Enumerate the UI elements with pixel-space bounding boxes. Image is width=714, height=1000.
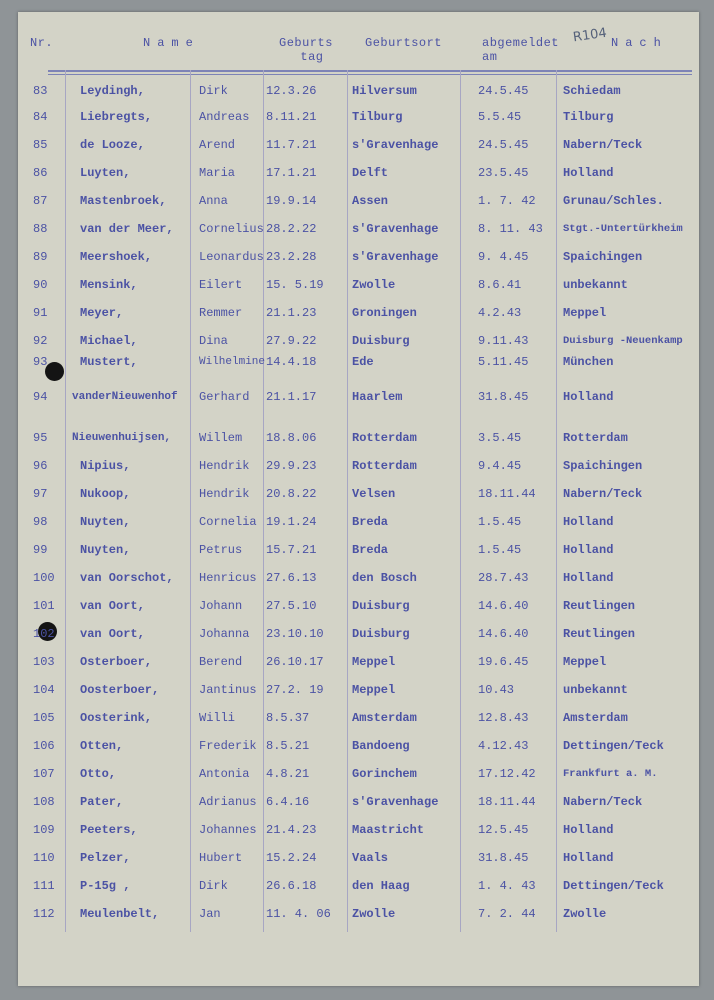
destination: Dettingen/Teck bbox=[563, 739, 664, 753]
birth-place: Rotterdam bbox=[352, 431, 417, 445]
deregistered-date: 8.6.41 bbox=[478, 278, 522, 292]
deregistered-date: 1. 4. 43 bbox=[478, 879, 536, 893]
surname: Peeters, bbox=[80, 823, 138, 837]
deregistered-date: 1. 7. 42 bbox=[478, 194, 536, 208]
row-number: 110 bbox=[33, 851, 55, 865]
row-number: 108 bbox=[33, 795, 55, 809]
row-number: 102 bbox=[33, 627, 55, 641]
surname: van der Meer, bbox=[80, 222, 174, 236]
birth-date: 6.4.16 bbox=[266, 795, 310, 809]
birth-date: 12.3.26 bbox=[266, 84, 317, 98]
destination: Reutlingen bbox=[563, 599, 636, 613]
table-row bbox=[0, 104, 714, 132]
birth-place: den Bosch bbox=[352, 571, 417, 585]
destination: Grunau/Schles. bbox=[563, 194, 664, 208]
header-nr: Nr. bbox=[30, 36, 54, 50]
birth-place: s'Gravenhage bbox=[352, 138, 439, 152]
birth-place: Haarlem bbox=[352, 390, 403, 404]
row-number: 83 bbox=[33, 84, 48, 98]
deregistered-date: 4.12.43 bbox=[478, 739, 529, 753]
surname: van Oorschot, bbox=[80, 571, 174, 585]
header-name: Name bbox=[143, 36, 200, 50]
header-geburtsort: Geburtsort bbox=[365, 36, 443, 50]
table-row bbox=[0, 705, 714, 733]
surname: Pelzer, bbox=[80, 851, 131, 865]
surname: Osterboer, bbox=[80, 655, 153, 669]
row-number: 85 bbox=[33, 138, 48, 152]
row-number: 109 bbox=[33, 823, 55, 837]
row-number: 94 bbox=[33, 390, 48, 404]
birth-place: Duisburg bbox=[352, 627, 410, 641]
firstname: Johannes bbox=[199, 823, 257, 837]
surname: Nuyten, bbox=[80, 515, 131, 529]
table-row bbox=[0, 349, 714, 377]
deregistered-date: 3.5.45 bbox=[478, 431, 522, 445]
destination: unbekannt bbox=[563, 278, 628, 292]
surname: Nipius, bbox=[80, 459, 131, 473]
firstname: Hubert bbox=[199, 851, 243, 865]
destination: Frankfurt a. M. bbox=[563, 768, 658, 780]
surname: Mensink, bbox=[80, 278, 138, 292]
table-row bbox=[0, 453, 714, 481]
destination: Holland bbox=[563, 543, 614, 557]
table-row bbox=[0, 537, 714, 565]
surname: Meyer, bbox=[80, 306, 124, 320]
birth-date: 14.4.18 bbox=[266, 355, 317, 369]
row-number: 96 bbox=[33, 459, 48, 473]
birth-place: Tilburg bbox=[352, 110, 403, 124]
destination: Holland bbox=[563, 390, 614, 404]
destination: Zwolle bbox=[563, 907, 607, 921]
table-row bbox=[0, 593, 714, 621]
destination: Amsterdam bbox=[563, 711, 628, 725]
deregistered-date: 12.5.45 bbox=[478, 823, 529, 837]
surname: Michael, bbox=[80, 334, 138, 348]
firstname: Dirk bbox=[199, 879, 228, 893]
table-row bbox=[0, 160, 714, 188]
table-row bbox=[0, 845, 714, 873]
surname: Mastenbroek, bbox=[80, 194, 167, 208]
firstname: Andreas bbox=[199, 110, 250, 124]
row-number: 101 bbox=[33, 599, 55, 613]
firstname: Eilert bbox=[199, 278, 243, 292]
birth-place: Meppel bbox=[352, 655, 396, 669]
firstname: Petrus bbox=[199, 543, 243, 557]
firstname: Berend bbox=[199, 655, 243, 669]
birth-place: Assen bbox=[352, 194, 389, 208]
firstname: Adrianus bbox=[199, 795, 257, 809]
firstname: Anna bbox=[199, 194, 228, 208]
surname: de Looze, bbox=[80, 138, 145, 152]
birth-date: 27.5.10 bbox=[266, 599, 317, 613]
surname: Mustert, bbox=[80, 355, 138, 369]
birth-date: 8.5.37 bbox=[266, 711, 310, 725]
firstname: Leonardus bbox=[199, 250, 264, 264]
row-number: 95 bbox=[33, 431, 48, 445]
birth-place: s'Gravenhage bbox=[352, 250, 439, 264]
table-row bbox=[0, 733, 714, 761]
table-row bbox=[0, 677, 714, 705]
firstname: Hendrik bbox=[199, 459, 250, 473]
deregistered-date: 28.7.43 bbox=[478, 571, 529, 585]
deregistered-date: 18.11.44 bbox=[478, 487, 536, 501]
table-row bbox=[0, 873, 714, 901]
deregistered-date: 5.11.45 bbox=[478, 355, 529, 369]
surname: van Oort, bbox=[80, 599, 145, 613]
row-number: 90 bbox=[33, 278, 48, 292]
row-number: 107 bbox=[33, 767, 55, 781]
surname: van Oort, bbox=[80, 627, 145, 641]
table-row bbox=[0, 649, 714, 677]
birth-place: Breda bbox=[352, 515, 389, 529]
row-number: 98 bbox=[33, 515, 48, 529]
destination: München bbox=[563, 355, 614, 369]
destination: Spaichingen bbox=[563, 250, 643, 264]
birth-place: Zwolle bbox=[352, 278, 396, 292]
destination: Holland bbox=[563, 823, 614, 837]
table-row bbox=[0, 481, 714, 509]
row-number: 88 bbox=[33, 222, 48, 236]
surname: Pater, bbox=[80, 795, 124, 809]
table-row bbox=[0, 425, 714, 453]
birth-place: Maastricht bbox=[352, 823, 425, 837]
surname: Meulenbelt, bbox=[80, 907, 160, 921]
firstname: Gerhard bbox=[199, 390, 250, 404]
deregistered-date: 9.4.45 bbox=[478, 459, 522, 473]
birth-place: Ede bbox=[352, 355, 374, 369]
table-row bbox=[0, 789, 714, 817]
surname: Nieuwenhuijsen, bbox=[72, 432, 172, 444]
row-number: 106 bbox=[33, 739, 55, 753]
birth-date: 11. 4. 06 bbox=[266, 907, 331, 921]
deregistered-date: 24.5.45 bbox=[478, 138, 529, 152]
table-row bbox=[0, 817, 714, 845]
birth-place: Meppel bbox=[352, 683, 396, 697]
firstname: Maria bbox=[199, 166, 236, 180]
deregistered-date: 9.11.43 bbox=[478, 334, 529, 348]
firstname: Johann bbox=[199, 599, 243, 613]
table-row bbox=[0, 216, 714, 244]
destination: Stgt.-Untertürkheim bbox=[563, 223, 683, 235]
firstname: Johanna bbox=[199, 627, 250, 641]
birth-date: 8.5.21 bbox=[266, 739, 310, 753]
deregistered-date: 4.2.43 bbox=[478, 306, 522, 320]
birth-place: Rotterdam bbox=[352, 459, 417, 473]
birth-date: 26.10.17 bbox=[266, 655, 324, 669]
deregistered-date: 7. 2. 44 bbox=[478, 907, 536, 921]
birth-place: s'Gravenhage bbox=[352, 222, 439, 236]
row-number: 87 bbox=[33, 194, 48, 208]
row-number: 111 bbox=[33, 879, 55, 893]
header-abgemeldet: abgemeldet am bbox=[482, 36, 560, 64]
table-row bbox=[0, 272, 714, 300]
birth-place: Velsen bbox=[352, 487, 396, 501]
birth-date: 21.4.23 bbox=[266, 823, 317, 837]
birth-date: 26.6.18 bbox=[266, 879, 317, 893]
surname: Meershoek, bbox=[80, 250, 153, 264]
firstname: Antonia bbox=[199, 767, 250, 781]
surname: Liebregts, bbox=[80, 110, 153, 124]
destination: Reutlingen bbox=[563, 627, 636, 641]
birth-date: 20.8.22 bbox=[266, 487, 317, 501]
deregistered-date: 18.11.44 bbox=[478, 795, 536, 809]
header-rule bbox=[48, 70, 692, 72]
destination: Schiedam bbox=[563, 84, 621, 98]
birth-place: Amsterdam bbox=[352, 711, 417, 725]
destination: Dettingen/Teck bbox=[563, 879, 664, 893]
row-number: 91 bbox=[33, 306, 48, 320]
birth-place: Bandoeng bbox=[352, 739, 410, 753]
destination: unbekannt bbox=[563, 683, 628, 697]
row-number: 100 bbox=[33, 571, 55, 585]
surname: Otto, bbox=[80, 767, 117, 781]
deregistered-date: 14.6.40 bbox=[478, 599, 529, 613]
row-number: 103 bbox=[33, 655, 55, 669]
deregistered-date: 1.5.45 bbox=[478, 543, 522, 557]
birth-place: Gorinchem bbox=[352, 767, 417, 781]
birth-date: 19.1.24 bbox=[266, 515, 317, 529]
birth-place: Groningen bbox=[352, 306, 417, 320]
deregistered-date: 12.8.43 bbox=[478, 711, 529, 725]
birth-place: Breda bbox=[352, 543, 389, 557]
deregistered-date: 17.12.42 bbox=[478, 767, 536, 781]
firstname: Dirk bbox=[199, 84, 228, 98]
surname: Oosterink, bbox=[80, 711, 153, 725]
surname: Nuyten, bbox=[80, 543, 131, 557]
firstname: Willi bbox=[199, 711, 236, 725]
birth-date: 27.6.13 bbox=[266, 571, 317, 585]
row-number: 99 bbox=[33, 543, 48, 557]
surname: P-15g , bbox=[80, 879, 131, 893]
surname: vanderNieuwenhof bbox=[72, 391, 178, 403]
deregistered-date: 24.5.45 bbox=[478, 84, 529, 98]
firstname: Frederik bbox=[199, 739, 257, 753]
destination: Nabern/Teck bbox=[563, 487, 643, 501]
destination: Tilburg bbox=[563, 110, 614, 124]
birth-place: s'Gravenhage bbox=[352, 795, 439, 809]
table-row bbox=[0, 761, 714, 789]
birth-date: 27.9.22 bbox=[266, 334, 317, 348]
row-number: 86 bbox=[33, 166, 48, 180]
birth-place: Hilversum bbox=[352, 84, 417, 98]
row-number: 104 bbox=[33, 683, 55, 697]
firstname: Arend bbox=[199, 138, 236, 152]
birth-place: Duisburg bbox=[352, 334, 410, 348]
firstname: Cornelius bbox=[199, 222, 264, 236]
row-number: 112 bbox=[33, 907, 55, 921]
birth-date: 23.2.28 bbox=[266, 250, 317, 264]
firstname: Dina bbox=[199, 334, 228, 348]
birth-date: 15.2.24 bbox=[266, 851, 317, 865]
deregistered-date: 14.6.40 bbox=[478, 627, 529, 641]
row-number: 93 bbox=[33, 355, 48, 369]
birth-date: 15. 5.19 bbox=[266, 278, 324, 292]
table-row bbox=[0, 384, 714, 412]
birth-place: den Haag bbox=[352, 879, 410, 893]
birth-date: 19.9.14 bbox=[266, 194, 317, 208]
destination: Holland bbox=[563, 515, 614, 529]
table-row bbox=[0, 509, 714, 537]
firstname: Hendrik bbox=[199, 487, 250, 501]
deregistered-date: 31.8.45 bbox=[478, 851, 529, 865]
firstname: Henricus bbox=[199, 571, 257, 585]
destination: Spaichingen bbox=[563, 459, 643, 473]
row-number: 97 bbox=[33, 487, 48, 501]
surname: Luyten, bbox=[80, 166, 131, 180]
surname: Nukoop, bbox=[80, 487, 131, 501]
deregistered-date: 10.43 bbox=[478, 683, 515, 697]
deregistered-date: 1.5.45 bbox=[478, 515, 522, 529]
deregistered-date: 9. 4.45 bbox=[478, 250, 529, 264]
row-number: 89 bbox=[33, 250, 48, 264]
birth-date: 21.1.17 bbox=[266, 390, 317, 404]
deregistered-date: 8. 11. 43 bbox=[478, 222, 543, 236]
destination: Duisburg -Neuenkamp bbox=[563, 335, 683, 347]
table-row bbox=[0, 132, 714, 160]
birth-date: 17.1.21 bbox=[266, 166, 317, 180]
birth-date: 18.8.06 bbox=[266, 431, 317, 445]
table-row bbox=[0, 244, 714, 272]
row-number: 84 bbox=[33, 110, 48, 124]
birth-date: 4.8.21 bbox=[266, 767, 310, 781]
row-number: 92 bbox=[33, 334, 48, 348]
corner-note: R104 bbox=[572, 25, 608, 46]
deregistered-date: 19.6.45 bbox=[478, 655, 529, 669]
deregistered-date: 5.5.45 bbox=[478, 110, 522, 124]
header-nach: Nach bbox=[611, 36, 668, 50]
birth-date: 23.10.10 bbox=[266, 627, 324, 641]
birth-date: 29.9.23 bbox=[266, 459, 317, 473]
table-row bbox=[0, 901, 714, 929]
destination: Meppel bbox=[563, 306, 607, 320]
destination: Holland bbox=[563, 851, 614, 865]
deregistered-date: 31.8.45 bbox=[478, 390, 529, 404]
birth-place: Delft bbox=[352, 166, 389, 180]
firstname: Jantinus bbox=[199, 683, 257, 697]
row-number: 105 bbox=[33, 711, 55, 725]
table-row bbox=[0, 300, 714, 328]
firstname: Jan bbox=[199, 907, 221, 921]
firstname: Cornelia bbox=[199, 515, 257, 529]
table-row bbox=[0, 565, 714, 593]
birth-date: 8.11.21 bbox=[266, 110, 317, 124]
firstname: Remmer bbox=[199, 306, 243, 320]
header-rule-second bbox=[48, 74, 692, 75]
surname: Otten, bbox=[80, 739, 124, 753]
birth-date: 28.2.22 bbox=[266, 222, 317, 236]
destination: Nabern/Teck bbox=[563, 795, 643, 809]
birth-place: Zwolle bbox=[352, 907, 396, 921]
destination: Meppel bbox=[563, 655, 607, 669]
birth-place: Vaals bbox=[352, 851, 389, 865]
table-row bbox=[0, 621, 714, 649]
deregistered-date: 23.5.45 bbox=[478, 166, 529, 180]
table-row bbox=[0, 78, 714, 106]
surname: Oosterboer, bbox=[80, 683, 160, 697]
firstname: Wilhelmine bbox=[199, 356, 266, 368]
birth-place: Duisburg bbox=[352, 599, 410, 613]
destination: Holland bbox=[563, 571, 614, 585]
surname: Leydingh, bbox=[80, 84, 145, 98]
birth-date: 11.7.21 bbox=[266, 138, 317, 152]
table-row bbox=[0, 188, 714, 216]
destination: Holland bbox=[563, 166, 614, 180]
destination: Rotterdam bbox=[563, 431, 628, 445]
destination: Nabern/Teck bbox=[563, 138, 643, 152]
birth-date: 27.2. 19 bbox=[266, 683, 324, 697]
header-geburtstag: Geburts tag bbox=[279, 36, 333, 64]
birth-date: 15.7.21 bbox=[266, 543, 317, 557]
firstname: Willem bbox=[199, 431, 243, 445]
birth-date: 21.1.23 bbox=[266, 306, 317, 320]
